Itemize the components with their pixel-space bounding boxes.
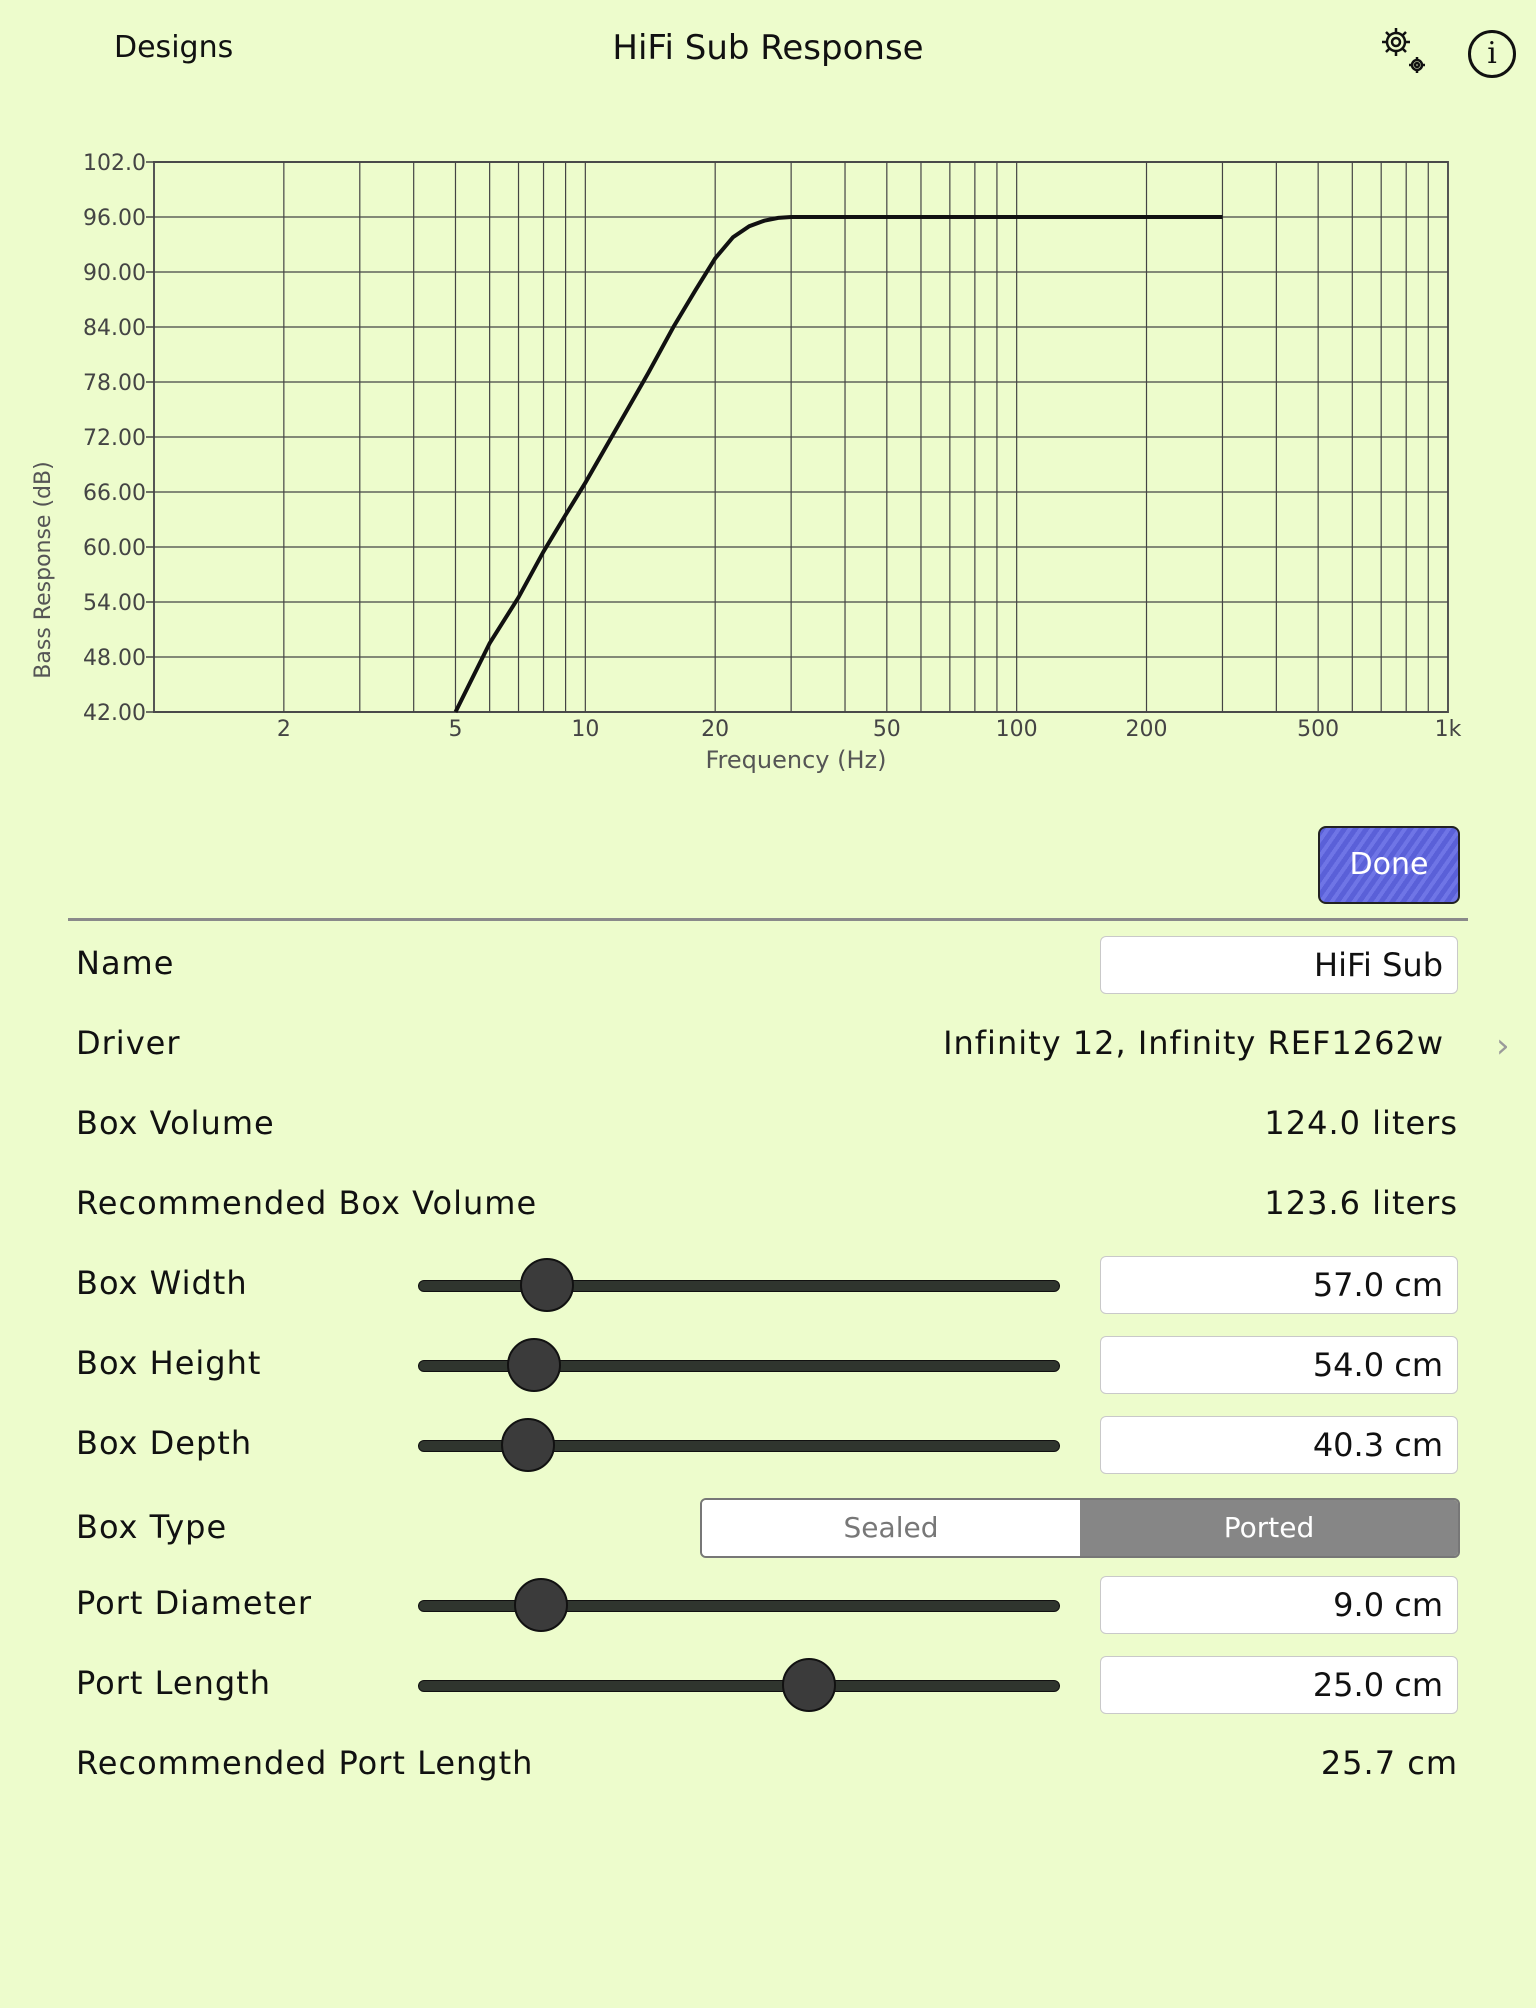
box-type-label: Box Type [76,1508,228,1546]
y-tick-label: 60.00 [83,536,146,561]
x-tick-label: 100 [995,717,1038,742]
box-width-label: Box Width [76,1264,248,1302]
slider-thumb[interactable] [520,1258,574,1312]
box-depth-slider[interactable] [418,1440,1060,1452]
slider-thumb[interactable] [501,1418,555,1472]
x-tick-label: 500 [1297,717,1340,742]
segment-ported[interactable]: Ported [1080,1500,1458,1556]
response-curve [456,217,1223,712]
y-tick-label: 54.00 [83,591,146,616]
port-diameter-field[interactable] [1100,1576,1458,1634]
slider-thumb[interactable] [514,1578,568,1632]
box-type-segmented-control[interactable] [700,1498,1460,1558]
box-volume-label: Box Volume [76,1104,275,1142]
y-tick-label: 90.00 [83,261,146,286]
port-diameter-slider[interactable] [418,1600,1060,1612]
box-volume-value: 124.0 liters [1264,1104,1458,1142]
divider [68,918,1468,921]
y-tick-label: 102.0 [83,151,146,176]
page-title: HiFi Sub Response [612,28,924,68]
x-tick-label: 200 [1125,717,1168,742]
port-length-field[interactable] [1100,1656,1458,1714]
port-diameter-label: Port Diameter [76,1584,312,1622]
x-tick-label: 50 [872,717,901,742]
y-tick-label: 42.00 [83,701,146,726]
rec-volume-label: Recommended Box Volume [76,1184,538,1222]
x-tick-label: 1k [1434,717,1462,742]
y-tick-label: 78.00 [83,371,146,396]
driver-label: Driver [76,1024,181,1062]
y-tick-label: 84.00 [83,316,146,341]
y-tick-label: 66.00 [83,481,146,506]
y-tick-label: 72.00 [83,426,146,451]
x-tick-label: 2 [276,717,291,742]
rec-volume-value: 123.6 liters [1264,1184,1458,1222]
done-button[interactable]: Done [1318,826,1460,904]
slider-thumb[interactable] [507,1338,561,1392]
x-tick-label: 10 [571,717,600,742]
port-length-slider[interactable] [418,1680,1060,1692]
box-height-slider[interactable] [418,1360,1060,1372]
info-icon[interactable]: i [1468,30,1516,78]
y-tick-label: 96.00 [83,206,146,231]
designs-button[interactable]: Designs [114,30,234,65]
box-height-label: Box Height [76,1344,262,1382]
box-depth-field[interactable] [1100,1416,1458,1474]
chevron-right-icon[interactable]: › [1496,1026,1510,1066]
port-length-label: Port Length [76,1664,271,1702]
box-height-field[interactable] [1100,1336,1458,1394]
name-field[interactable] [1100,936,1458,994]
rec-port-length-label: Recommended Port Length [76,1744,534,1782]
x-axis-label: Frequency (Hz) [705,746,887,774]
gear-icon[interactable] [1372,20,1432,80]
frequency-response-chart [0,130,1536,790]
x-tick-label: 20 [701,717,730,742]
x-tick-label: 5 [448,717,463,742]
y-tick-label: 48.00 [83,646,146,671]
rec-port-length-value: 25.7 cm [1320,1744,1458,1782]
box-depth-label: Box Depth [76,1424,253,1462]
driver-value[interactable]: Infinity 12, Infinity REF1262w [943,1024,1444,1062]
box-width-field[interactable] [1100,1256,1458,1314]
segment-sealed[interactable]: Sealed [702,1500,1080,1556]
name-label: Name [76,944,175,982]
box-width-slider[interactable] [418,1280,1060,1292]
y-axis-label: Bass Response (dB) [31,461,56,679]
slider-thumb[interactable] [782,1658,836,1712]
